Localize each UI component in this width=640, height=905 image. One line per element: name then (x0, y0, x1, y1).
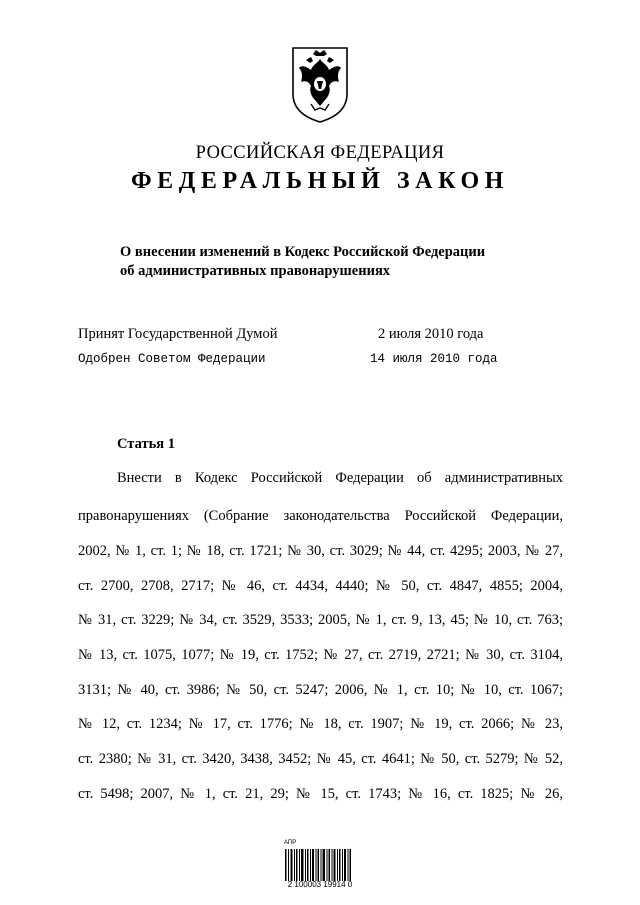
barcode-number: 2 100003 19914 0 (287, 880, 353, 889)
article-text-line: Внести в Кодекс Российской Федерации об административных (117, 470, 563, 486)
barcode-label: АПР (284, 840, 297, 846)
article-heading: Статья 1 (117, 436, 175, 452)
law-subject-line: О внесении изменений в Кодекс Российской Федерации (120, 244, 486, 260)
barcode-graphic (285, 845, 351, 881)
article-text-line: правонарушениях (Собрание законодательства Российской Федерации, (78, 508, 563, 524)
duma-adoption-date: 2 июля 2010 года (378, 326, 484, 342)
coat-of-arms-emblem (289, 44, 351, 124)
article-text-line: № 31, ст. 3229; № 34, ст. 3529, 3533; 2005, № 1, ст. 9, 13, 45; № 10, ст. 763; (78, 612, 563, 628)
article-text-line: 3131; № 40, ст. 3986; № 50, ст. 5247; 2006, № 1, ст. 10; № 10, ст. 1067; (78, 682, 563, 698)
council-approval-date: 14 июля 2010 года (370, 352, 498, 366)
article-text-line: 2002, № 1, ст. 1; № 18, ст. 1721; № 30, ст. 3029; № 44, ст. 4295; 2003, № 27, (78, 543, 563, 559)
law-subject-line: об административных правонарушениях (120, 263, 391, 279)
law-subject (120, 243, 540, 281)
article-text-line: ст. 2700, 2708, 2717; № 46, ст. 4434, 4440; № 50, ст. 4847, 4855; 2004, (78, 578, 563, 594)
article-text-line: № 13, ст. 1075, 1077; № 19, ст. 1752; № 27, ст. 2719, 2721; № 30, ст. 3104, (78, 647, 563, 663)
council-approval-label: Одобрен Советом Федерации (78, 352, 266, 366)
article-text-line: ст. 5498; 2007, № 1, ст. 21, 29; № 15, ст. 1743; № 16, ст. 1825; № 26, (78, 786, 563, 802)
article-text-line: ст. 2380; № 31, ст. 3420, 3438, 3452; № 45, ст. 4641; № 50, ст. 5279; № 52, (78, 751, 563, 767)
country-title: РОССИЙСКАЯ ФЕДЕРАЦИЯ (195, 143, 445, 163)
duma-adoption-label: Принят Государственной Думой (78, 326, 278, 342)
law-type-title: ФЕДЕРАЛЬНЫЙ ЗАКОН (130, 168, 510, 194)
article-text-line: № 12, ст. 1234; № 17, ст. 1776; № 18, ст. 1907; № 19, ст. 2066; № 23, (78, 716, 563, 732)
